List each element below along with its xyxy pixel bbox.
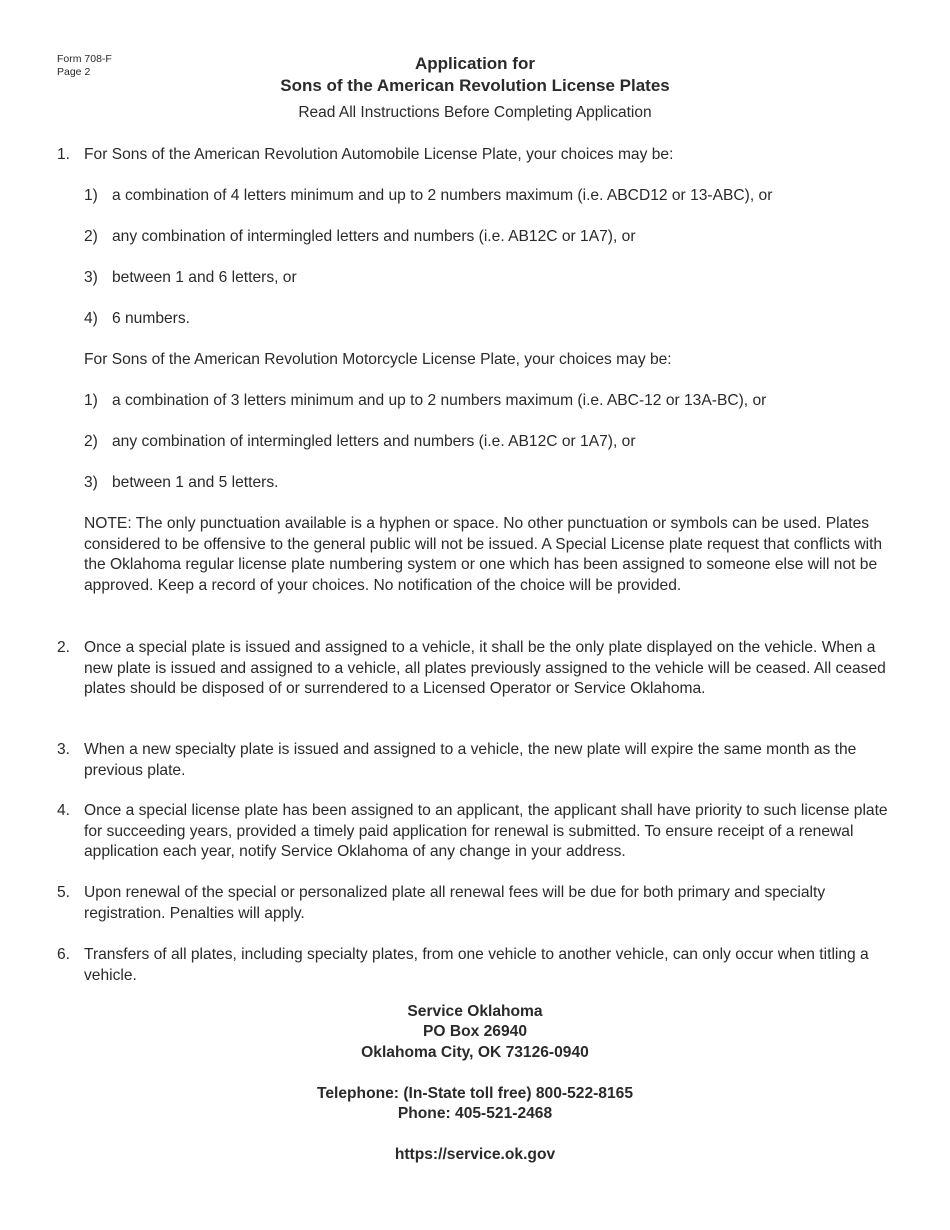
item-number-3: 3. — [57, 741, 71, 758]
auto-choice-text: a combination of 4 letters minimum and up to 2 numbers maximum (i.e. ABCD12 or 13-ABC), or — [112, 187, 773, 204]
contact-telephone: Telephone: (In-State toll free) 800-522-8165 — [316, 1085, 633, 1102]
auto-choice-text: any combination of intermingled letters and numbers (i.e. AB12C or 1A7), or — [112, 228, 636, 245]
item-number-5: 5. — [57, 884, 71, 901]
item-number-2: 2. — [57, 639, 71, 656]
auto-choice-number: 2) — [84, 228, 98, 245]
contact-org: Service Oklahoma — [407, 1003, 543, 1020]
contact-website-link[interactable]: https://service.ok.gov — [394, 1146, 556, 1163]
contact-city: Oklahoma City, OK 73126-0940 — [361, 1044, 589, 1061]
item-number-4: 4. — [57, 802, 71, 819]
item-number-1: 1. — [57, 146, 71, 163]
page-title-line2: Sons of the American Revolution License Plates — [280, 76, 670, 95]
item-1-motorcycle-intro: For Sons of the American Revolution Motorcycle License Plate, your choices may be: — [84, 351, 672, 368]
moto-choice-number: 3) — [84, 474, 98, 491]
moto-choice-number: 1) — [84, 392, 98, 409]
moto-choice-number: 2) — [84, 433, 98, 450]
item-1-auto-intro: For Sons of the American Revolution Automobile License Plate, your choices may be: — [84, 146, 674, 163]
contact-phone: Phone: 405-521-2468 — [397, 1105, 553, 1122]
item-3-text: When a new specialty plate is issued and assigned to a vehicle, the new plate will expire the same month as the previous plate. — [84, 741, 857, 779]
item-2-text: Once a special plate is issued and assigned to a vehicle, it shall be the only plate displayed on the vehicle. When a new plate is issued and assigned to a vehicle, all plates previously assigned to the vehicle will be ceased. All ceased plates should be disposed of or surrendered to a Licensed Operator or Service Oklahoma. — [84, 639, 886, 697]
auto-choice-text: 6 numbers. — [112, 310, 191, 327]
item-4-text: Once a special license plate has been assigned to an applicant, the applicant shall have priority to such license plate for succeeding years, provided a timely paid application for renewal is submitted. To ensure receipt of a renewal application each year, notify Service Oklahoma of any change in your address. — [84, 802, 888, 860]
page-title-line1: Application for — [415, 54, 535, 73]
page-number: Page 2 — [57, 66, 91, 78]
moto-choice-text: any combination of intermingled letters and numbers (i.e. AB12C or 1A7), or — [112, 433, 636, 450]
item-number-6: 6. — [57, 946, 71, 963]
moto-choice-text: a combination of 3 letters minimum and up to 2 numbers maximum (i.e. ABC-12 or 13A-BC), or — [112, 392, 767, 409]
moto-choice-text: between 1 and 5 letters. — [112, 474, 279, 491]
auto-choice-text: between 1 and 6 letters, or — [112, 269, 297, 286]
contact-po-box: PO Box 26940 — [422, 1023, 528, 1040]
auto-choice-number: 4) — [84, 310, 98, 327]
item-6-text: Transfers of all plates, including specialty plates, from one vehicle to another vehicle, can only occur when titling a vehicle. — [84, 946, 869, 984]
auto-choice-number: 1) — [84, 187, 98, 204]
page-subtitle: Read All Instructions Before Completing Application — [298, 104, 652, 121]
item-1-note: NOTE: The only punctuation available is a hyphen or space. No other punctuation or symbols can be used. Plates considered to be offensive to the general public will not be issued. A Special License plate request that conflicts with the Oklahoma regular license plate numbering system or one which has been assigned to someone else will not be approved. Keep a record of your choices. No notification of the choice will be provided. — [84, 515, 883, 594]
form-number: Form 708-F — [57, 53, 112, 65]
item-5-text: Upon renewal of the special or personalized plate all renewal fees will be due for both primary and specialty registration. Penalties will apply. — [84, 884, 826, 922]
auto-choice-number: 3) — [84, 269, 98, 286]
